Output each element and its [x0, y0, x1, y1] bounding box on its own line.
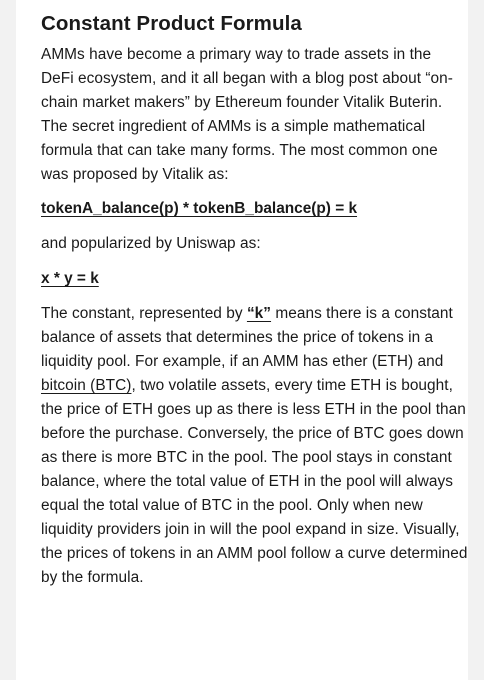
constant-text-middle: means there is a constant balance of assets that determines the price of tokens in a liquidity pool. For example, if an AMM has ether (ETH) and [41, 305, 453, 370]
k-link[interactable]: “k” [246, 305, 272, 322]
popularized-text: and popularized by Uniswap as: [41, 235, 261, 252]
bitcoin-link[interactable]: bitcoin (BTC) [41, 377, 132, 394]
constant-text-after: , two volatile assets, every time ETH is bought, the price of ETH goes up as there is less ETH in the pool than before the purchase. Conversely, the price of BTC goes down as there is more BTC in the pool. The pool stays in constant balance, where the total value of ETH in the pool will always equal the total value of BTC in the pool. Only when new liquidity providers join in will the pool expand in size. Visually, the prices of tokens in an AMM pool follow a curve determined by the formula. [41, 377, 468, 586]
formula-uniswap: x * y = k [41, 270, 99, 287]
article-page [16, 0, 468, 680]
constant-paragraph [41, 302, 468, 590]
formula-vitalik: tokenA_balance(p) * tokenB_balance(p) = k [41, 200, 358, 217]
intro-paragraph: AMMs have become a primary way to trade assets in the DeFi ecosystem, and it all began with a blog post about “on-chain market makers” by Ethereum founder Vitalik Buterin. The secret ingredient of AMMs is a simple mathematical formula that can take many forms. The most common one was proposed by Vitalik as: [41, 46, 453, 183]
constant-text-before: The constant, represented by [41, 305, 247, 322]
article-heading: Constant Product Formula [41, 12, 302, 35]
